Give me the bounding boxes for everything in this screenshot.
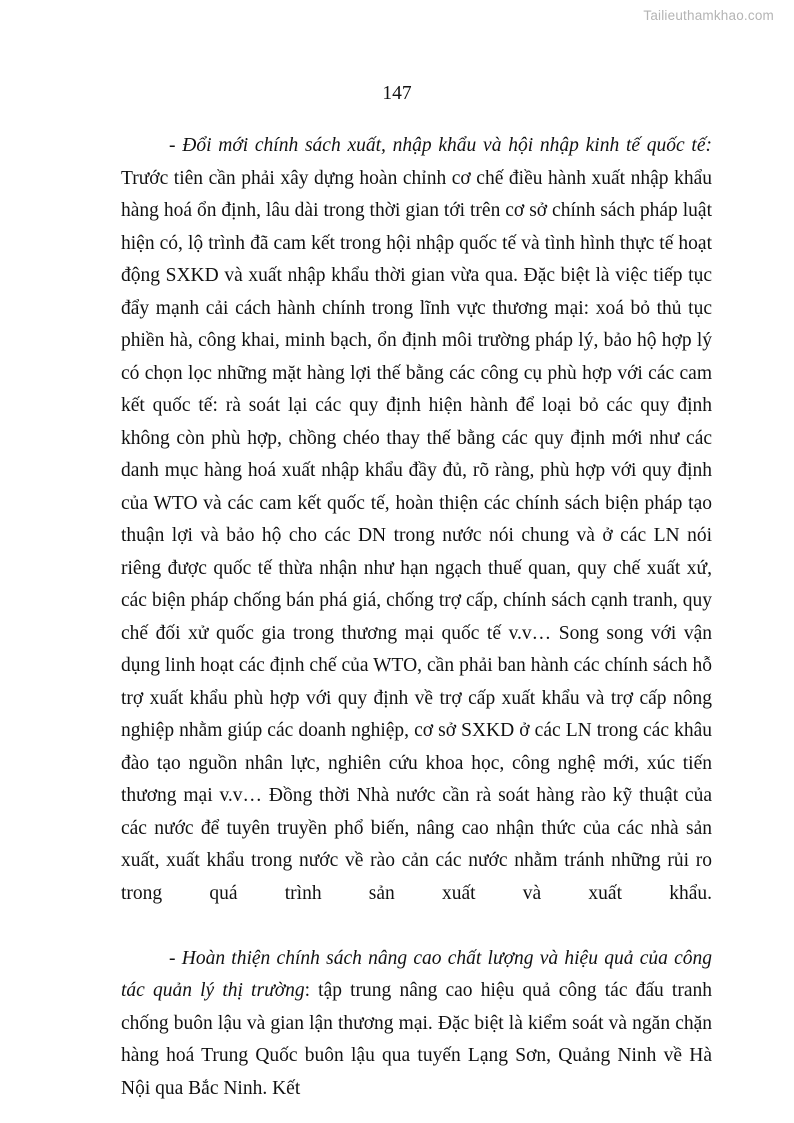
page-number: 147	[382, 83, 412, 104]
paragraph-1-body: Trước tiên cần phải xây dựng hoàn chỉnh cơ chế điều hành xuất nhập khẩu hàng hoá ổn định, lâu dài trong thời gian tới trên cơ sở chính sách pháp luật hiện có, lộ trình đã cam kết trong hội nhập quốc tế và tình hình thực tế hoạt động SXKD và xuất nhập khẩu thời gian vừa qua. Đặc biệt là việc tiếp tục đẩy mạnh cải cách hành chính trong lĩnh vực thương mại: xoá bỏ thủ tục phiền hà, công khai, minh bạch, ổn định môi trường pháp lý, bảo hộ hợp lý có chọn lọc những mặt hàng lợi thế bằng các công cụ phù hợp với các cam kết quốc tế: rà soát lại các quy định hiện hành để loại bỏ các quy định không còn phù hợp, chồng chéo thay thế bằng các quy định mới như các danh mục hàng hoá xuất nhập khẩu đầy đủ, rõ ràng, phù hợp với quy định của WTO và các cam kết quốc tế, hoàn thiện các chính sách biện pháp tạo thuận lợi và bảo hộ cho các DN trong nước nói chung và ở các LN nói riêng được quốc tế thừa nhận như hạn ngạch thuế quan, quy chế xuất xứ, các biện pháp chống bán phá giá, chống trợ cấp, chính sách cạnh tranh, quy chế đối xử quốc gia trong thương mại quốc tế v.v… Song song với vận dụng linh hoạt các định chế của WTO, cần phải ban hành các chính sách hỗ trợ xuất khẩu phù hợp với quy định về trợ cấp xuất khẩu và trợ cấp nông nghiệp nhằm giúp các doanh nghiệp, cơ sở SXKD ở các LN trong các khâu đào tạo nguồn nhân lực, nghiên cứu khoa học, công nghệ mới, xúc tiến thương mại v.v… Đồng thời Nhà nước cần rà soát hàng rào kỹ thuật của các nước để tuyên truyền phổ biến, nâng cao nhận thức của các nhà sản xuất, xuất khẩu trong nước về rào cản các nước nhằm tránh những rủi ro trong quá trình sản xuất và xuất khẩu.	[121, 167, 712, 904]
paragraph-1	[121, 130, 712, 943]
paragraph-2-lead-italic: - Hoàn thiện chính sách nâng cao chất lượng và hiệu quả của công tác quản lý thị trường	[121, 947, 712, 1001]
paragraph-2	[121, 943, 712, 1106]
paragraph-2-body: : tập trung nâng cao hiệu quả công tác đấu tranh chống buôn lậu và gian lận thương mại. Đặc biệt là kiểm soát và ngăn chặn hàng hoá Trung Quốc buôn lậu qua tuyến Lạng Sơn, Quảng Ninh về Hà Nội qua Bắc Ninh. Kết	[121, 980, 712, 1099]
site-watermark: Tailieuthamkhao.com	[643, 8, 774, 23]
paragraph-1-lead-italic: - Đổi mới chính sách xuất, nhập khẩu và hội nhập kinh tế quốc tế:	[169, 135, 712, 156]
page-body	[121, 130, 712, 1105]
